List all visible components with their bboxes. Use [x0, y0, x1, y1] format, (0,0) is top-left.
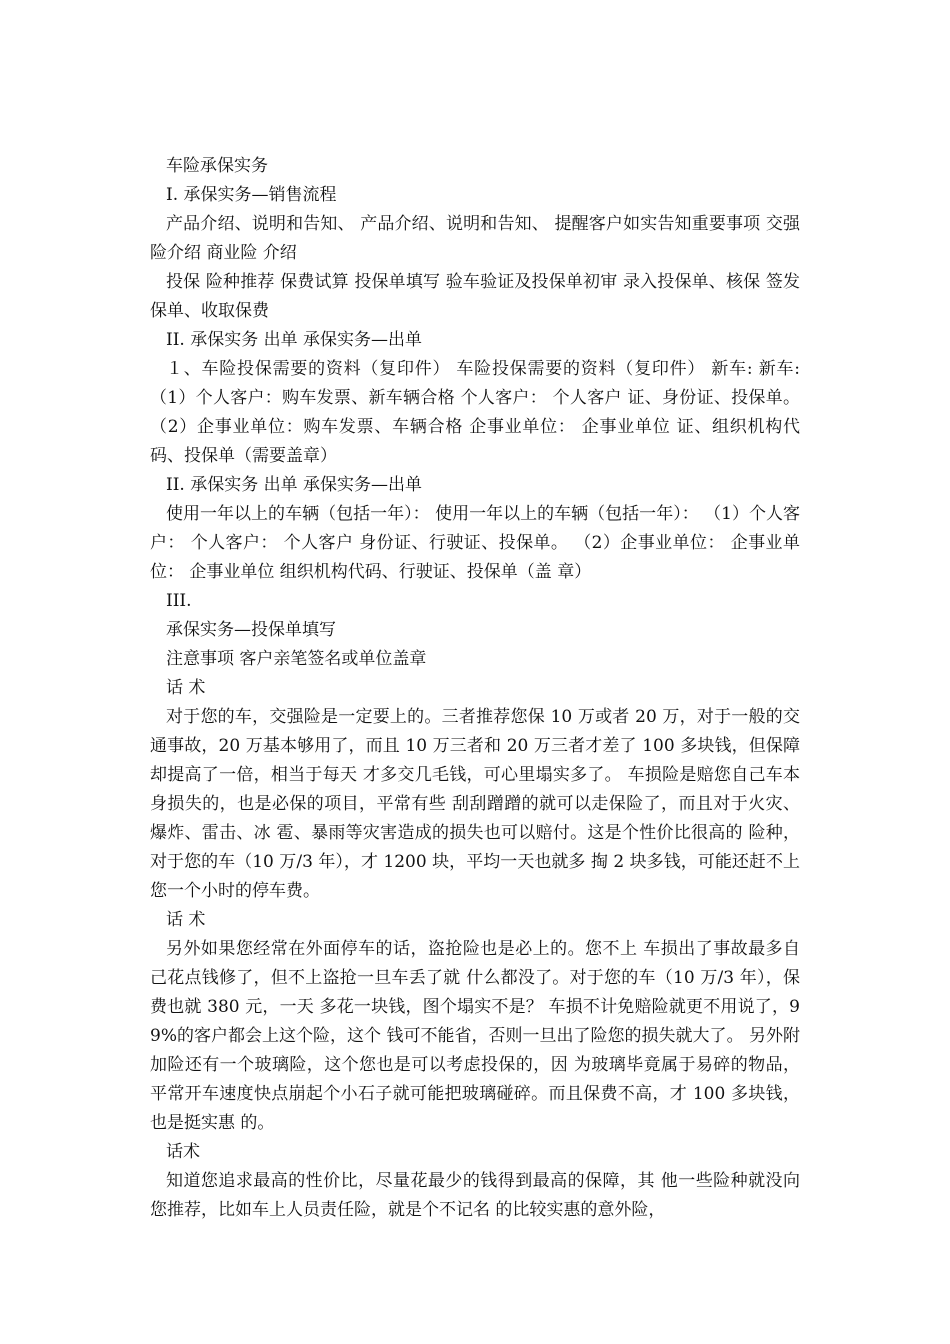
script-heading-3: 话术 [166, 1142, 200, 1162]
paragraph-script-1: 对于您的车，交强险是一定要上的。三者推荐您保 10 万或者 20 万，对于一般的交通事故，20 万基本够用了，而且 10 万三者和 20 万三者才差了 100 多块钱，但保障却提高了一倍，相当于每天 才多交几毛钱，可心里塌实多了。 车损险是赔您自己车本身损失的，也是必保的项目，平常有些 刮刮蹭蹭的就可以走保险了，而且对于火灾、爆炸、雷击、冰 雹、暴雨等灾害造成的损失也可以赔付。这是个性价比很高的 险种，对于您的车（10 万/3 年），才 1200 块，平均一天也就多 掏 2 块多钱，可能还赶不上您一个小时的停车费。 [150, 707, 800, 901]
paragraph-new-car-docs: １、车险投保需要的资料（复印件） 车险投保需要的资料（复印件） 新车: 新车: （1）个人客户：购车发票、新车辆合格 个人客户： 个人客户 证、身份证、投保单。 （2）企事业单位：购车发票、车辆合格 企事业单位： 企事业单位 证、组织机构代码、投保单（需要盖章） [150, 359, 800, 466]
section-heading-3: 承保实务—投保单填写 [166, 620, 336, 640]
paragraph-process-steps: 投保 险种推荐 保费试算 投保单填写 验车验证及投保单初审 录入投保单、核保 签发保单、收取保费 [150, 272, 800, 321]
script-heading-2: 话 术 [166, 910, 206, 930]
section-number-3: III. [166, 591, 192, 611]
paragraph-script-2: 另外如果您经常在外面停车的话，盗抢险也是必上的。您不上 车损出了事故最多自己花点钱修了，但不上盗抢一旦车丢了就 什么都没了。对于您的车（10 万/3 年），保费也就 380 元，一天 多花一块钱，图个塌实不是？ 车损不计免赔险就更不用说了，99%的客户都会上这个险，这个 钱可不能省，否则一旦出了险您的损失就大了。 另外附加险还有一个玻璃险，这个您也是可以考虑投保的，因 为玻璃毕竟属于易碎的物品，平常开车速度快点崩起个小石子就可能把玻璃碰碎。而且保费不高，才 100 多块钱，也是挺实惠 的。 [150, 939, 800, 1133]
paragraph-product-intro: 产品介绍、说明和告知、 产品介绍、说明和告知、 提醒客户如实告知重要事项 交强险介绍 商业险 介绍 [150, 214, 800, 263]
paragraph-notes: 注意事项 客户亲笔签名或单位盖章 [166, 649, 427, 669]
paragraph-used-car-docs: 使用一年以上的车辆（包括一年）： 使用一年以上的车辆（包括一年）： （1）个人客户： 个人客户： 个人客户 身份证、行驶证、投保单。 （2）企事业单位： 企事业单位： 企事业单位 组织机构代码、行驶证、投保单（盖 章） [150, 504, 800, 582]
paragraph-script-3: 知道您追求最高的性价比，尽量花最少的钱得到最高的保障，其 他一些险种就没向您推荐，比如车上人员责任险，就是个不记名 的比较实惠的意外险， [150, 1171, 800, 1220]
section-heading-1: I. 承保实务—销售流程 [166, 185, 337, 205]
document-body [150, 152, 800, 1225]
doc-title: 车险承保实务 [166, 156, 268, 176]
section-heading-2b: II. 承保实务 出单 承保实务—出单 [166, 475, 423, 495]
section-heading-2: II. 承保实务 出单 承保实务—出单 [166, 330, 423, 350]
script-heading-1: 话 术 [166, 678, 206, 698]
